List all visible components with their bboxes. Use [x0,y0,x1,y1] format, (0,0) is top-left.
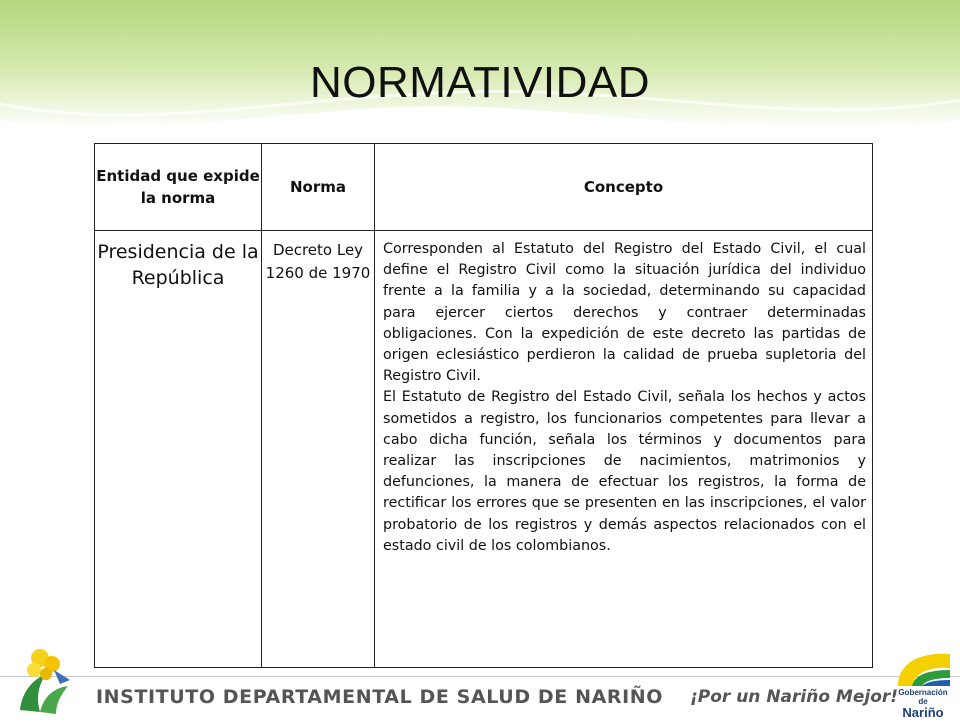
gobernacion-line2: Nariño [902,705,944,720]
regulation-table [94,143,873,668]
table-row [95,231,873,668]
table-header-row [95,144,873,231]
header-entity: Entidad que expide la norma [95,144,262,231]
slide-title: NORMATIVIDAD [309,58,651,107]
slogan: ¡Por un Nariño Mejor! [690,687,899,707]
gobernacion-logo-text [893,688,953,720]
concept-paragraph-1: Corresponden al Estatuto del Registro del Estado Civil, el cual define el Registro Civil como la situación jurídica del individuo frente a la familia y a la sociedad, determinando su capacidad para ejercer ciertos derechos y contraer determinadas obligaciones. Con la expedición de este decreto las partidas de origen eclesiástico perdieron la calidad de prueba supletoria del Registro Civil. [383,241,866,385]
gobernacion-line1: Gobernación de [898,688,948,706]
header-concept: Concepto [375,144,873,231]
ids-flower-logo-icon [10,640,80,718]
concept-paragraph-2: El Estatuto de Registro del Estado Civil, señala los hechos y actos sometidos a registro, los funcionarios competentes para llevar a cabo dicha función, señala los términos y documentos para realizar las inscripciones de nacimientos, matrimonios y defunciones, la manera de efectuar los registros, la forma de rectificar los errores que se presenten en las inscripciones, el valor probatorio de los registros y demás aspectos relacionados con el estado civil de los colombianos. [383,389,866,554]
footer-divider [0,676,960,677]
institution-name: INSTITUTO DEPARTAMENTAL DE SALUD DE NARIÑO [96,686,664,708]
cell-concept [375,231,873,668]
cell-entity: Presidencia de la República [95,231,262,668]
header-norm: Norma [262,144,375,231]
cell-norm: Decreto Ley 1260 de 1970 [262,231,375,668]
